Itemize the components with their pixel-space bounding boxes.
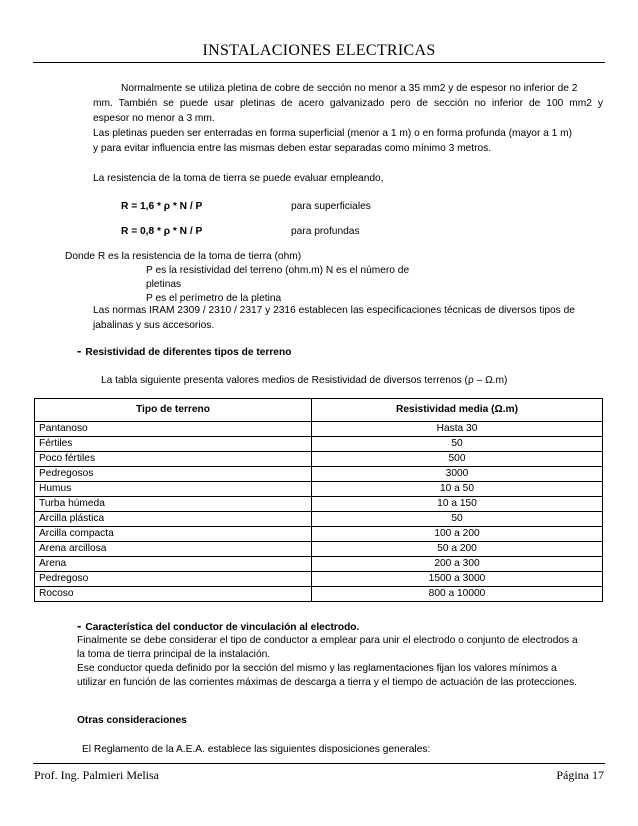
column-header-terrain: Tipo de terreno bbox=[35, 399, 312, 422]
conductor-line-1: Finalmente se debe considerar el tipo de conductor a emplear para unir el electrodo o conjunto de electrodos a bbox=[77, 635, 578, 646]
resistivity-cell: 50 a 200 bbox=[312, 542, 603, 557]
other-considerations-text: El Reglamento de la A.E.A. establece las siguientes disposiciones generales: bbox=[82, 744, 431, 755]
terrain-cell: Arcilla compacta bbox=[35, 527, 312, 542]
table-row bbox=[35, 482, 603, 497]
table-row bbox=[35, 512, 603, 527]
conductor-line-4: utilizar en función de las corrientes máximas de descarga a tierra y el tiempo de actuación de las protecciones. bbox=[77, 677, 578, 688]
intro-line-1: Normalmente se utiliza pletina de cobre de sección no menor a 35 mm2 y de espesor no inferior de 2 bbox=[121, 83, 578, 94]
terrain-cell: Arena arcillosa bbox=[35, 542, 312, 557]
resistivity-cell: 50 bbox=[312, 437, 603, 452]
formula-profunda bbox=[121, 225, 360, 240]
terrain-cell: Poco fértiles bbox=[35, 452, 312, 467]
section-resistivity-text: La tabla siguiente presenta valores medios de Resistividad de diversos terrenos (ρ – Ω.m) bbox=[101, 375, 508, 386]
conductor-line-3: Ese conductor queda definido por la sección del mismo y las reglamentaciones fijan los valores mínimos a bbox=[77, 663, 557, 674]
terrain-cell: Turba húmeda bbox=[35, 497, 312, 512]
table-row bbox=[35, 422, 603, 437]
footer-page-number: Página 17 bbox=[556, 768, 604, 782]
resistivity-cell: 100 a 200 bbox=[312, 527, 603, 542]
intro-line-2: mm. También se puede usar pletinas de acero galvanizado pero de sección no inferior de 100 mm2 y bbox=[93, 98, 603, 109]
bullet-dash: - bbox=[77, 343, 82, 358]
table-row bbox=[35, 557, 603, 572]
section-title: Característica del conductor de vinculación al electrodo. bbox=[85, 622, 360, 633]
where-line-5: Las normas IRAM 2309 / 2310 / 2317 y 2316 establecen las especificaciones técnicas de diversos tipos de bbox=[93, 305, 575, 316]
resistivity-cell: 3000 bbox=[312, 467, 603, 482]
resistivity-cell: 50 bbox=[312, 512, 603, 527]
table-row bbox=[35, 527, 603, 542]
section-heading-resistivity bbox=[77, 344, 291, 361]
table-row bbox=[35, 572, 603, 587]
page-header-title: INSTALACIONES ELECTRICAS bbox=[202, 42, 436, 59]
where-line-6: jabalinas y sus accesorios. bbox=[93, 320, 215, 331]
resistance-intro: La resistencia de la toma de tierra se puede evaluar empleando, bbox=[93, 173, 384, 184]
table-row bbox=[35, 452, 603, 467]
terrain-cell: Pantanoso bbox=[35, 422, 312, 437]
bullet-dash: - bbox=[77, 618, 82, 633]
terrain-cell: Arena bbox=[35, 557, 312, 572]
intro-line-4: Las pletinas pueden ser enterradas en forma superficial (menor a 1 m) o en forma profunda (mayor a 1 m) bbox=[93, 128, 573, 139]
table-row bbox=[35, 437, 603, 452]
resistivity-cell: 1500 a 3000 bbox=[312, 572, 603, 587]
where-line-3: pletinas bbox=[146, 279, 182, 290]
section-heading-other: Otras consideraciones bbox=[77, 715, 187, 726]
terrain-cell: Humus bbox=[35, 482, 312, 497]
footer-author: Prof. Ing. Palmieri Melisa bbox=[34, 768, 159, 782]
resistivity-cell: Hasta 30 bbox=[312, 422, 603, 437]
table-row bbox=[35, 467, 603, 482]
terrain-cell: Fértiles bbox=[35, 437, 312, 452]
footer-divider bbox=[33, 763, 605, 764]
formula-superficial bbox=[121, 200, 371, 215]
section-title: Resistividad de diferentes tipos de terreno bbox=[85, 347, 292, 358]
where-line-1: Donde R es la resistencia de la toma de tierra (ohm) bbox=[65, 251, 302, 262]
resistivity-cell: 200 a 300 bbox=[312, 557, 603, 572]
table-row bbox=[35, 497, 603, 512]
intro-line-3: espesor no menor a 3 mm. bbox=[93, 113, 215, 124]
resistivity-cell: 800 a 10000 bbox=[312, 587, 603, 602]
terrain-cell: Rocoso bbox=[35, 587, 312, 602]
formula-description: para profundas bbox=[291, 226, 360, 237]
formula-expression: R = 0,8 * ρ * N / P bbox=[121, 226, 203, 237]
header-divider bbox=[33, 62, 605, 63]
terrain-cell: Pedregosos bbox=[35, 467, 312, 482]
terrain-cell: Pedregoso bbox=[35, 572, 312, 587]
resistivity-table bbox=[34, 398, 603, 602]
table-header-row bbox=[35, 399, 603, 422]
where-line-2: P es la resistividad del terreno (ohm.m) N es el número de bbox=[146, 265, 410, 276]
column-header-resistivity: Resistividad media (Ω.m) bbox=[312, 399, 603, 422]
conductor-line-2: la toma de tierra principal de la instalación. bbox=[77, 649, 271, 660]
resistivity-cell: 500 bbox=[312, 452, 603, 467]
formula-expression: R = 1,6 * ρ * N / P bbox=[121, 201, 203, 212]
table-row bbox=[35, 587, 603, 602]
table-row bbox=[35, 542, 603, 557]
terrain-cell: Arcilla plástica bbox=[35, 512, 312, 527]
intro-line-5: y para evitar influencia entre las mismas deben estar separadas como mínimo 3 metros. bbox=[93, 143, 492, 154]
where-line-4: P es el perímetro de la pletina bbox=[146, 293, 282, 304]
resistivity-cell: 10 a 50 bbox=[312, 482, 603, 497]
formula-description: para superficiales bbox=[291, 201, 371, 212]
resistivity-cell: 10 a 150 bbox=[312, 497, 603, 512]
